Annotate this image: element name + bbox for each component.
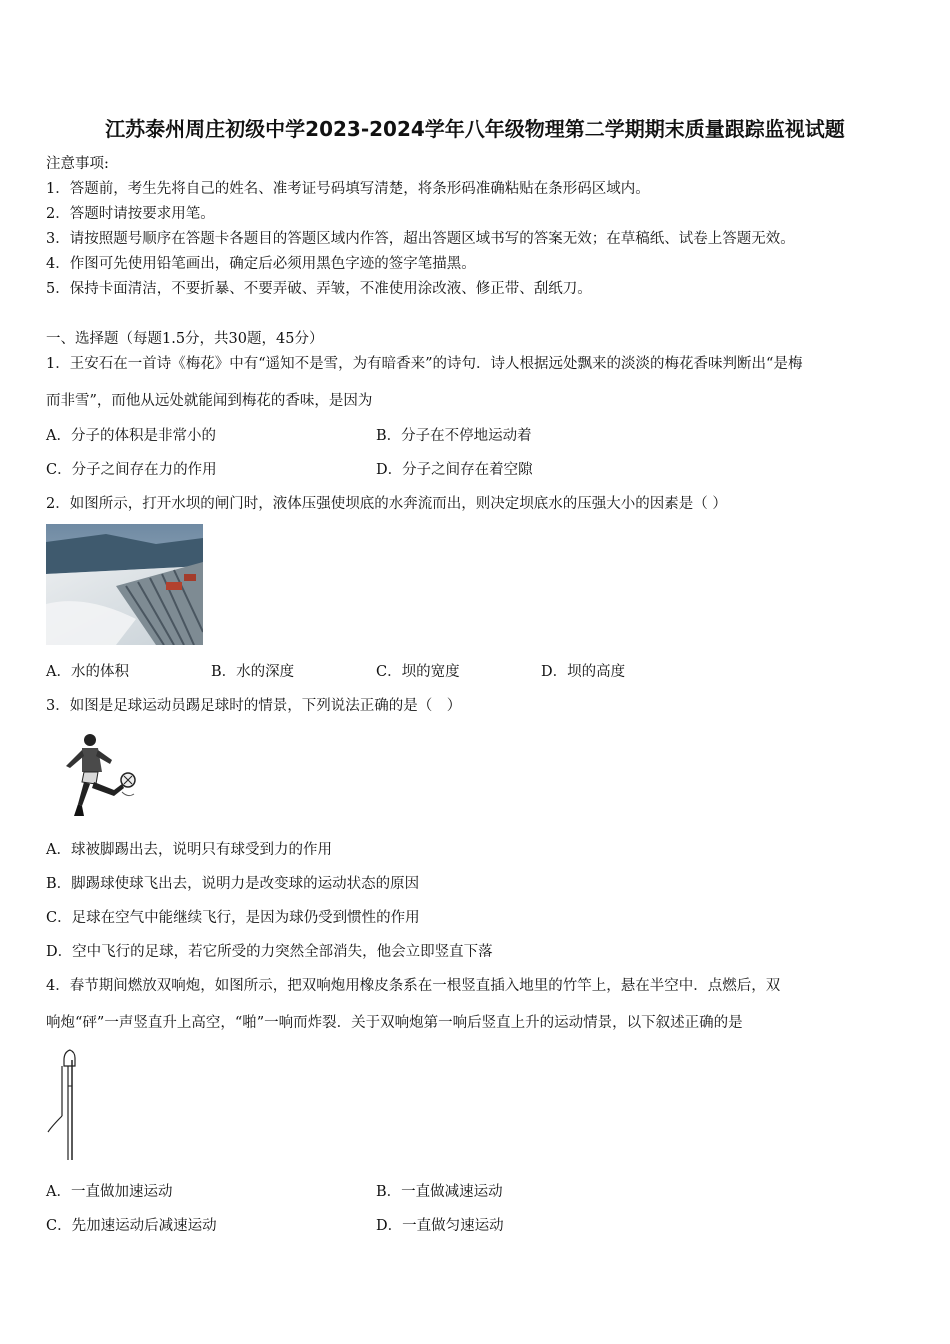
question-4-option-b: B．一直做减速运动 xyxy=(376,1184,503,1200)
question-4-stem: 4．春节期间燃放双响炮，如图所示，把双响炮用橡皮条系在一根竖直插入地里的竹竿上，悬在半空中．点燃后，双 xyxy=(46,978,781,994)
question-2-option-b: B．水的深度 xyxy=(211,664,295,680)
question-4-stem: 响炮“砰”一声竖直升上高空，“啪”一响而炸裂．关于双响炮第一响后竖直上升的运动情景，以下叙述正确的是 xyxy=(46,1015,743,1031)
exam-title: 江苏泰州周庄初级中学2023-2024学年八年级物理第二学期期末质量跟踪监视试题 xyxy=(105,117,845,141)
question-2-option-c: C．坝的宽度 xyxy=(376,664,460,680)
notice-item: 5．保持卡面清洁，不要折暴、不要弄破、弄皱，不准使用涂改液、修正带、刮纸刀。 xyxy=(46,281,592,297)
section-heading: 一、选择题（每题1.5分，共30题，45分） xyxy=(46,331,324,347)
notice-item: 2．答题时请按要求用笔。 xyxy=(46,206,215,222)
question-3-option-c: C．足球在空气中能继续飞行，是因为球仍受到惯性的作用 xyxy=(46,910,420,926)
notice-item: 3．请按照题号顺序在答题卡各题目的答题区域内作答，超出答题区域书写的答案无效；在草稿纸、试卷上答题无效。 xyxy=(46,231,795,247)
football-player-figure xyxy=(52,732,140,820)
question-4-option-d: D．一直做匀速运动 xyxy=(376,1218,504,1234)
question-3-option-a: A．球被脚踢出去，说明只有球受到力的作用 xyxy=(46,842,332,858)
notice-heading: 注意事项: xyxy=(46,156,109,172)
question-1-option-c: C．分子之间存在力的作用 xyxy=(46,462,217,478)
question-1-option-b: B．分子在不停地运动着 xyxy=(376,428,532,444)
question-3-option-b: B．脚踢球使球飞出去，说明力是改变球的运动状态的原因 xyxy=(46,876,420,892)
notice-item: 1．答题前，考生先将自己的姓名、准考证号码填写清楚，将条形码准确粘贴在条形码区域内。 xyxy=(46,181,650,197)
question-3-stem: 3．如图是足球运动员踢足球时的情景，下列说法正确的是（ ） xyxy=(46,698,462,714)
question-2-option-a: A．水的体积 xyxy=(46,664,129,680)
question-2-stem: 2．如图所示，打开水坝的闸门时，液体压强使坝底的水奔流而出，则决定坝底水的压强大小的因素是（ ） xyxy=(46,496,727,512)
question-1-option-a: A．分子的体积是非常小的 xyxy=(46,428,216,444)
question-2-option-d: D．坝的高度 xyxy=(541,664,626,680)
notice-item: 4．作图可先使用铅笔画出，确定后必须用黑色字迹的签字笔描黑。 xyxy=(46,256,476,272)
dam-photo xyxy=(46,524,203,645)
firecracker-pole-figure xyxy=(44,1046,84,1162)
question-4-option-a: A．一直做加速运动 xyxy=(46,1184,173,1200)
question-3-option-d: D．空中飞行的足球，若它所受的力突然全部消失，他会立即竖直下落 xyxy=(46,944,493,960)
question-1-stem: 而非雪”，而他从远处就能闻到梅花的香味，是因为 xyxy=(46,393,373,409)
question-4-option-c: C．先加速运动后减速运动 xyxy=(46,1218,217,1234)
question-1-option-d: D．分子之间存在着空隙 xyxy=(376,462,533,478)
question-1-stem: 1．王安石在一首诗《梅花》中有“遥知不是雪，为有暗香来”的诗句．诗人根据远处飘来的淡淡的梅花香味判断出“是梅 xyxy=(46,356,803,372)
